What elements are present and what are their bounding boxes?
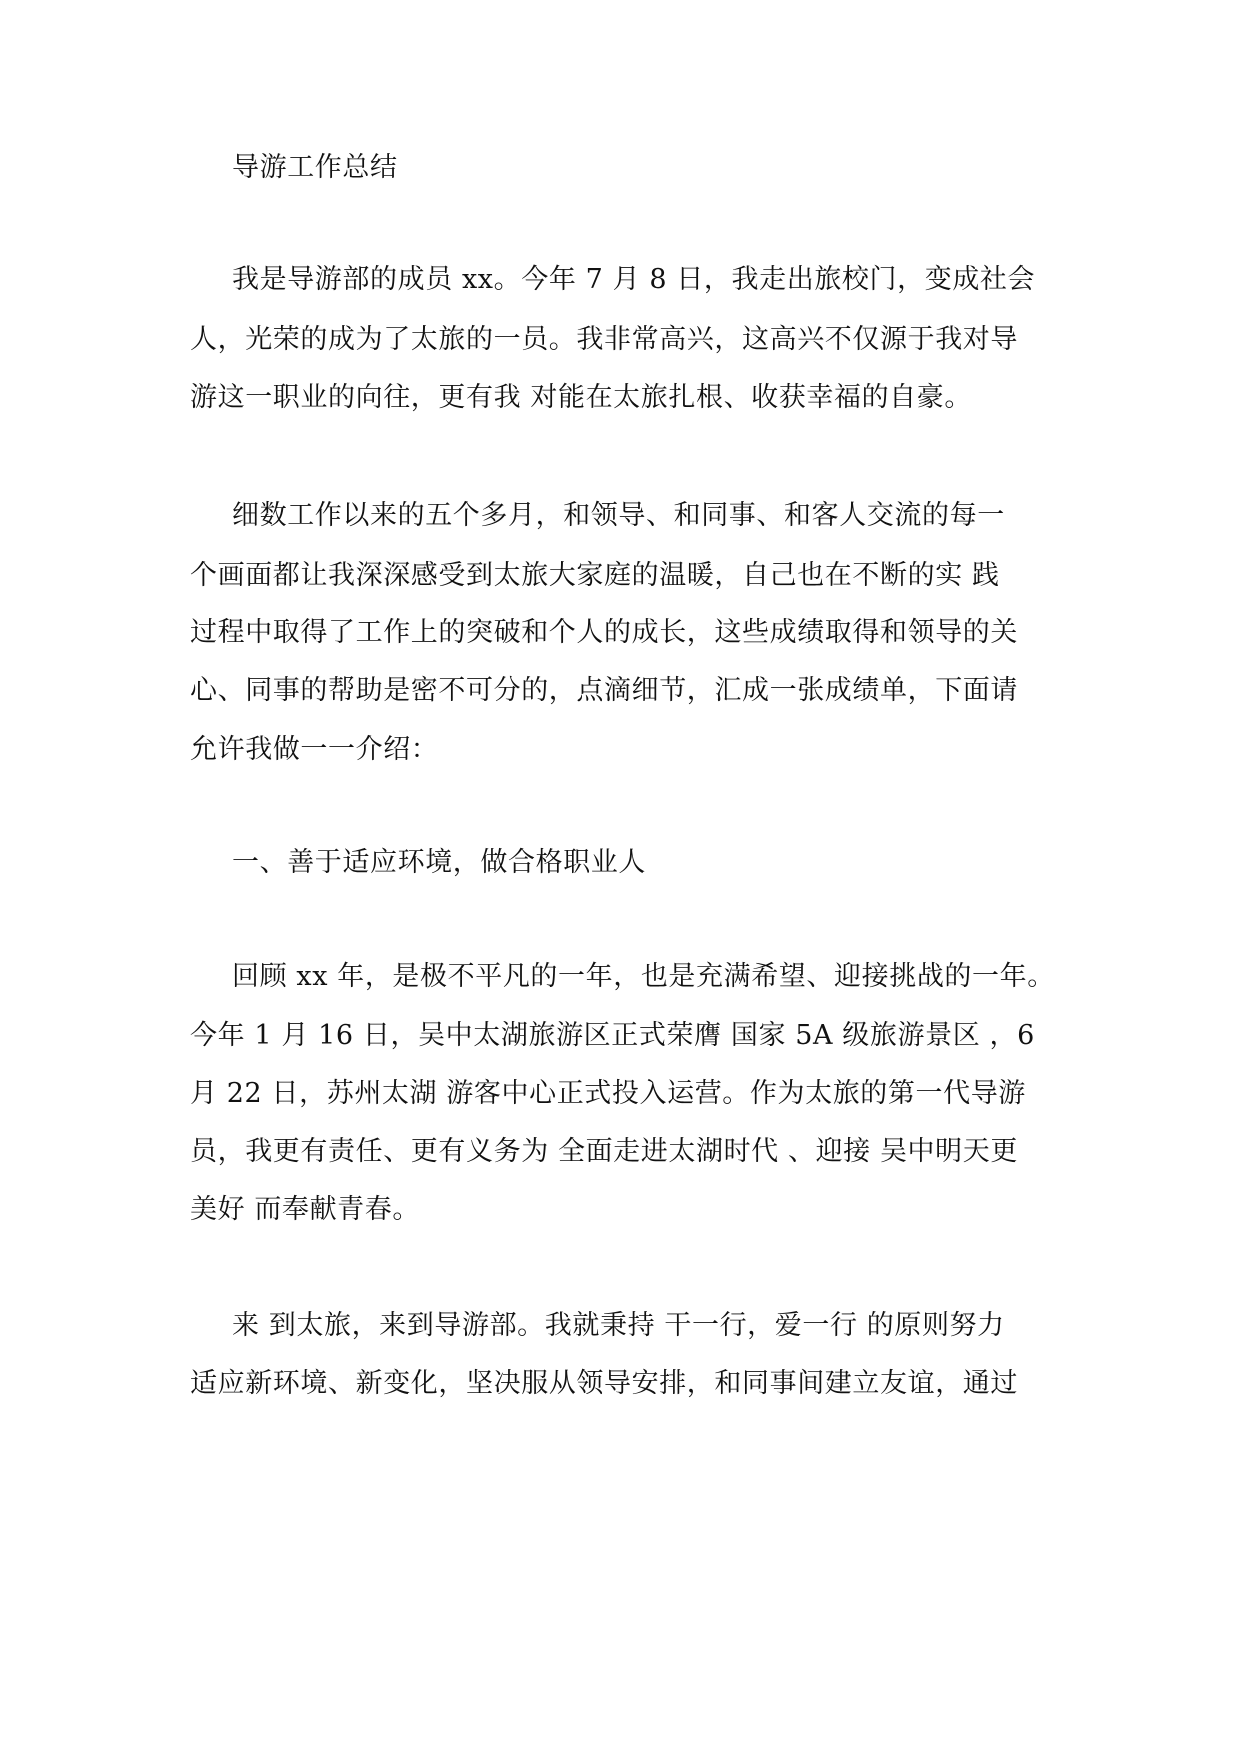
paragraph-1-line-3: 游这一职业的向往，更有我 对能在太旅扎根、收获幸福的自豪。: [190, 382, 972, 413]
paragraph-3-line-4: 员，我更有责任、更有义务为 全面走进太湖时代 、迎接 吴中明天更: [190, 1136, 1018, 1167]
paragraph-3-line-1: 回顾 xx 年，是极不平凡的一年，也是充满希望、迎接挑战的一年。: [232, 961, 1055, 992]
paragraph-2-line-3: 过程中取得了工作上的突破和个人的成长，这些成绩取得和领导的关: [190, 617, 1018, 648]
paragraph-2-line-4: 心、同事的帮助是密不可分的，点滴细节，汇成一张成绩单，下面请: [190, 675, 1018, 706]
section-heading-1: 一、善于适应环境，做合格职业人: [232, 847, 646, 878]
paragraph-4-line-1: 来 到太旅，来到导游部。我就秉持 干一行，爱一行 的原则努力: [232, 1310, 1005, 1341]
paragraph-3-line-5: 美好 而奉献青春。: [190, 1194, 420, 1225]
paragraph-3-line-3: 月 22 日，苏州太湖 游客中心正式投入运营。作为太旅的第一代导游: [190, 1078, 1026, 1109]
paragraph-1-line-2: 人，光荣的成为了太旅的一员。我非常高兴，这高兴不仅源于我对导: [190, 324, 1018, 355]
paragraph-2-line-2: 个画面都让我深深感受到太旅大家庭的温暖，自己也在不断的实 践: [190, 560, 1000, 591]
paragraph-2-line-1: 细数工作以来的五个多月，和领导、和同事、和客人交流的每一: [232, 500, 1005, 531]
paragraph-1-line-1: 我是导游部的成员 xx。今年 7 月 8 日，我走出旅校门，变成社会: [232, 264, 1036, 295]
paragraph-4-line-2: 适应新环境、新变化，坚决服从领导安排，和同事间建立友谊，通过: [190, 1368, 1018, 1399]
paragraph-2-line-5: 允许我做一一介绍：: [190, 734, 439, 765]
paragraph-3-line-2: 今年 1 月 16 日，吴中太湖旅游区正式荣膺 国家 5A 级旅游景区 ，6: [190, 1020, 1035, 1051]
document-title: 导游工作总结: [232, 152, 398, 183]
